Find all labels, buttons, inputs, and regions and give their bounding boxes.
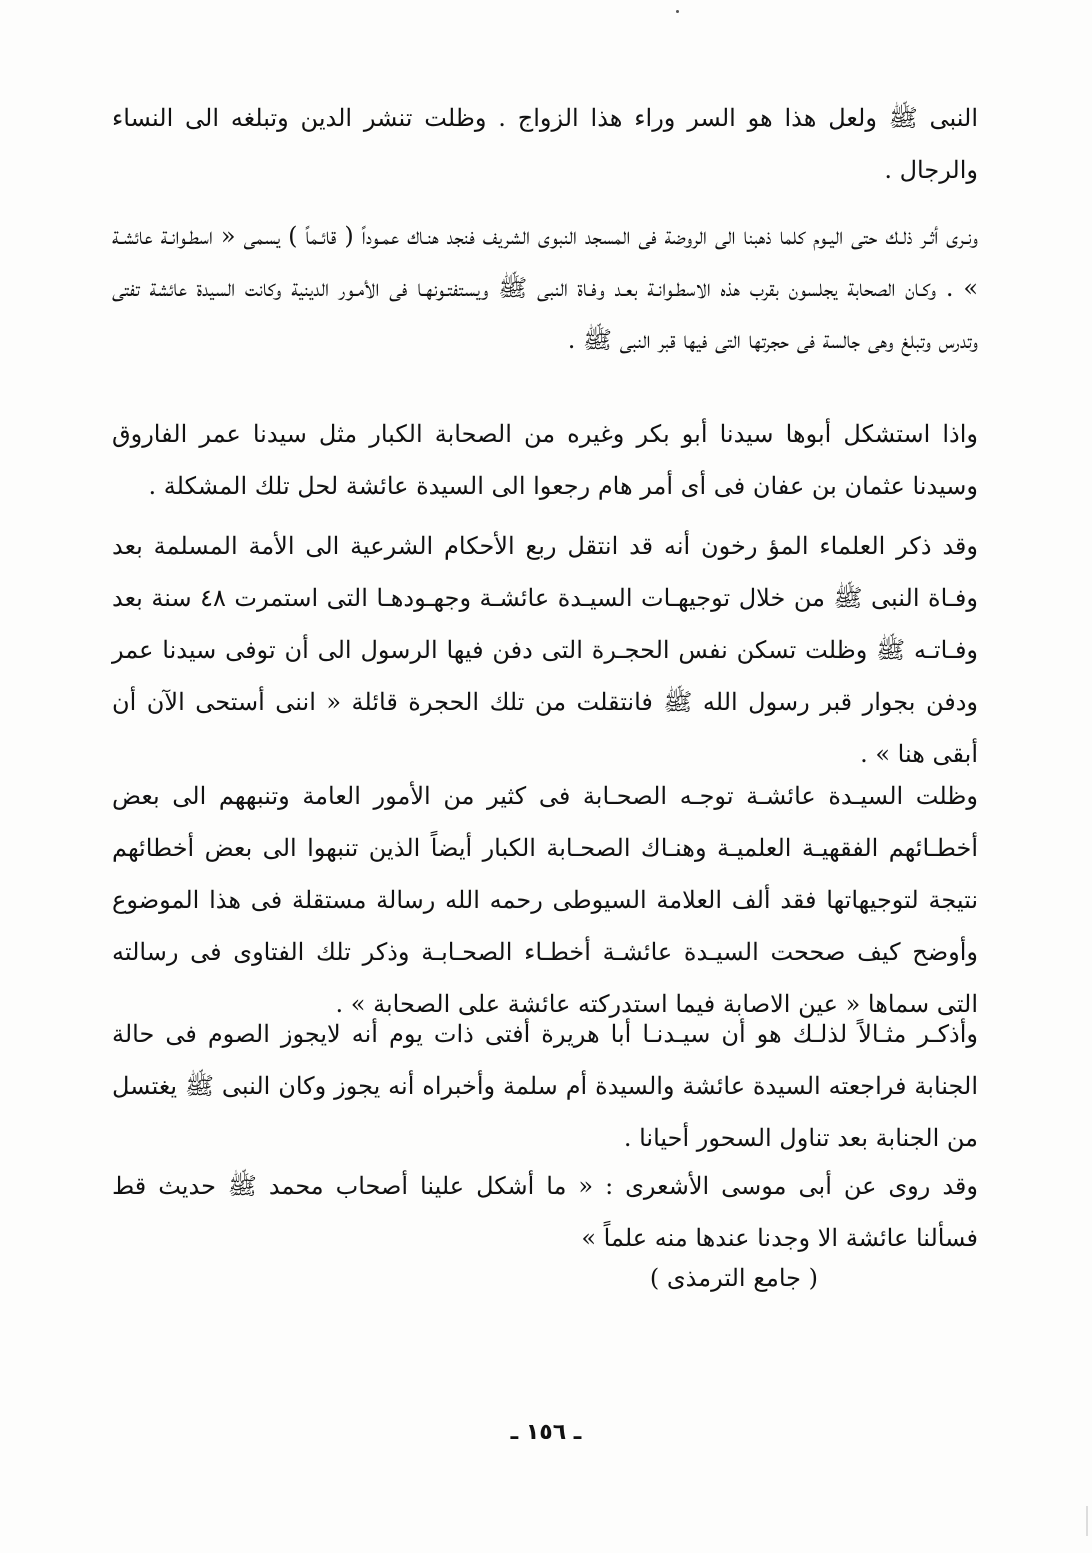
paragraph-4: [112, 520, 978, 780]
page-number: ـ ١٥٦ ـ: [510, 1420, 582, 1445]
paragraph-text: واذا استشكل أبوها سيدنا أبو بكر وغيره من الصحابة الكبار مثل سيدنا عمر الفاروق وسيدنا عثمان بن عفان فى أى أمر هام رجعوا الى السيدة عائشة لحل تلك المشكلة .: [112, 420, 978, 500]
paragraph-text: وقد روى عن أبى موسى الأشعرى : « ما أشكل علينا أصحاب محمد ﷺ حديث قط فسألنا عائشة الا وجدنا عندها منه علماً »: [112, 1172, 978, 1252]
paragraph-text: النبى ﷺ ولعل هذا هو السر وراء هذا الزواج . وظلت تنشر الدين وتبلغه الى النساء والرجال .: [112, 104, 978, 184]
paragraph-6: [112, 1008, 978, 1164]
paragraph-text: وأذكـر مثـالاً لذلـك هو أن سيـدنـا أبا هريرة أفتى ذات يوم أنه لايجوز الصوم فى حالة الجنابة فراجعته السيدة عائشة والسيدة أم سلمة وأخبراه أنه يجوز وكان النبى ﷺ يغتسل من الجنابة بعد تناول السحور أحيانا .: [112, 1020, 978, 1152]
paragraph-text: وظلت السيـدة عائشـة توجـه الصحـابة فى كثير من الأمور العامة وتنبههم الى بعض أخطـائهم الفقهيـة العلميـة وهنـاك الصحـابة الكبار أيضاً الذين تنبهوا الى بعض أخطائهم نتيجة لتوجيهاتها فقد ألف العلامة السيوطى رحمه الله رسالة مستقلة فى هذا الموضوع وأوضح كيف صححت السيـدة عائشـة أخطـاء الصحـابـة وذكر تلك الفتاوى فى رسالته التى سماها « عين الاصابة فيما استدركته عائشة على الصحابة » .: [112, 782, 978, 1018]
paragraph-3: [112, 408, 978, 512]
paragraph-text: ونـرى أثـر ذلـك حتى اليـوم كلما ذهبنا الى الروضة فى المسجد النبوى الشريف فنجد هنـاك عمـوداً ( قائـماً ) يسمى « اسطـوانـة عائشـة » . وكـان الصحابة يجلسون بقرب هذه الاسطـوانـة بعـد وفـاة النبى ﷺ ويستفتـونهـا فى الأمـور الدينية وكانت السيدة عائشة تفتى وتدرس وتبلغ وهى جالسة فى حجرتها التى فيها قبر النبى ﷺ .: [112, 222, 978, 354]
source-citation: ( جامع الترمذى ): [649, 1264, 818, 1292]
scan-edge-mark: [1086, 1506, 1088, 1536]
paragraph-2: [112, 210, 978, 366]
paragraph-1: [112, 92, 978, 196]
paragraph-5: [112, 770, 978, 1030]
paragraph-text: وقد ذكر العلماء المؤ رخون أنه قد انتقل ربع الأحكام الشرعية الى الأمة المسلمة بعد وفـاة النبى ﷺ من خلال توجيهـات السيـدة عائشـة وجهـودهـا التى استمرت ٤٨ سنة بعد وفـاتـه ﷺ وظلت تسكن نفس الحجـرة التى دفن فيها الرسول الى أن توفى سيدنا عمر ودفن بجوار قبر رسول الله ﷺ فانتقلت من تلك الحجرة قائلة « اننى أستحى الآن أن أبقى هنا » .: [112, 532, 979, 768]
scan-speck: [676, 10, 679, 13]
paragraph-7: [112, 1160, 978, 1264]
